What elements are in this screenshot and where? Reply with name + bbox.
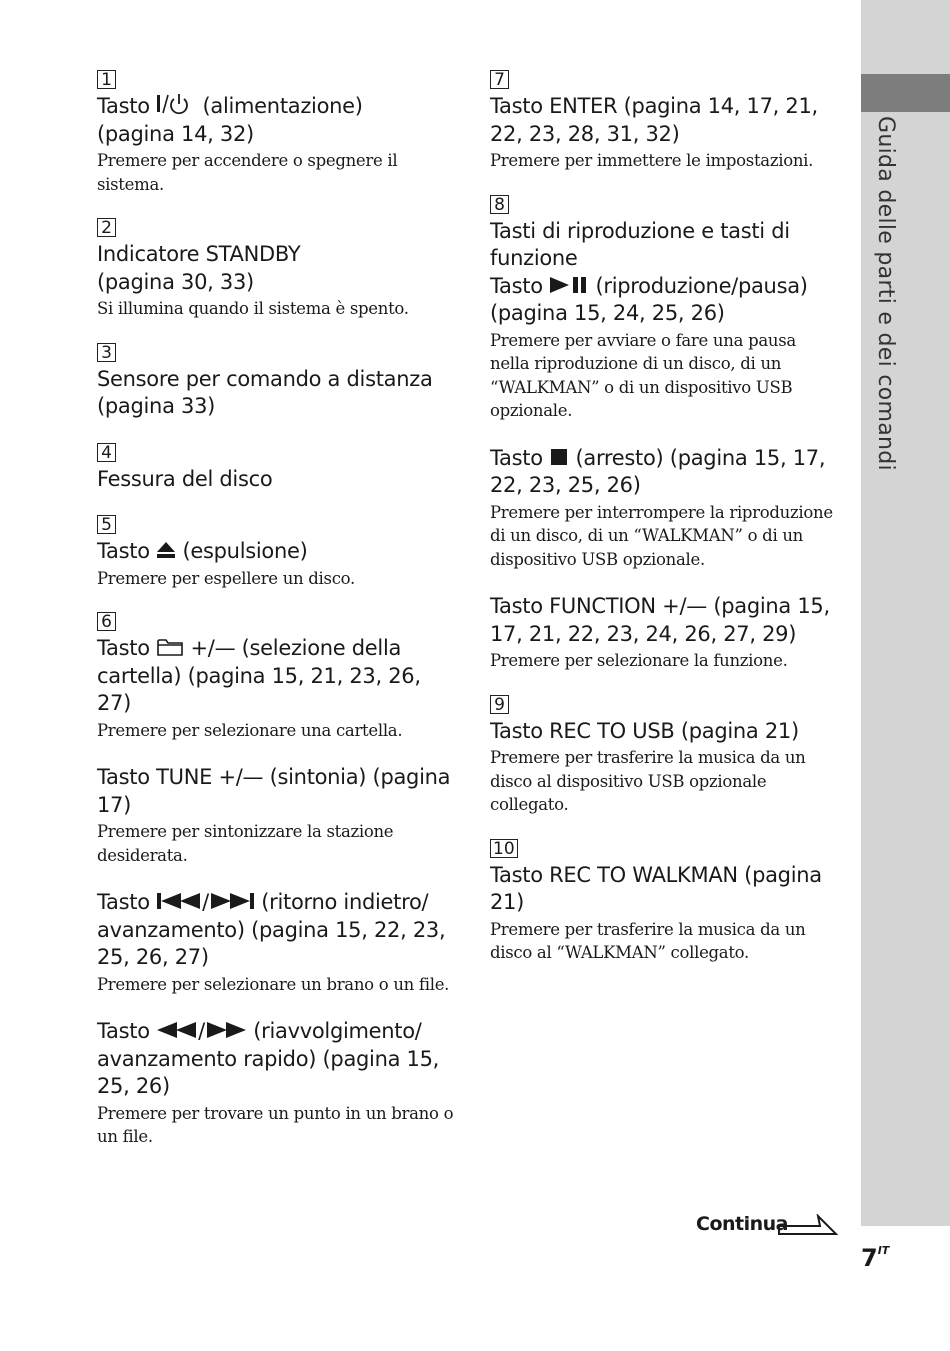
folder-icon	[156, 637, 184, 657]
page-number: $7^{IT}$	[861, 1244, 890, 1272]
play-description: Premere per avviare o fare una pausa nella riproduzione di un disco, di un “WALKMAN” o di un dispositivo USB opzionale.	[490, 330, 796, 420]
item-title: Fessura del disco	[97, 466, 273, 491]
item-number: 3	[97, 343, 116, 362]
skip-description: Premere per selezionare un brano o un file.	[97, 974, 450, 994]
item-title: Sensore per comando a distanza (pagina 33)	[97, 366, 433, 418]
item-1	[97, 70, 457, 196]
item-title: Tasto +/— (selezione della cartella) (pagina 15, 21, 23, 26, 27)	[97, 636, 421, 715]
sidebar-title: Guida delle parti e dei comandi	[873, 116, 898, 471]
stop-icon	[549, 447, 569, 467]
item-9	[490, 695, 840, 817]
tune-entry	[97, 764, 457, 867]
item-number: 5	[97, 515, 116, 534]
play-title: Tasto (riproduzione/pausa) (pagina 15, 24, 25, 26)	[490, 273, 808, 325]
item-number: 1	[97, 70, 116, 89]
item-description: Premere per trasferire la musica da un disco al “WALKMAN” collegato.	[490, 919, 806, 962]
previous-track-icon	[156, 891, 202, 911]
stop-description: Premere per interrompere la riproduzione di un disco, di un “WALKMAN” o di un dispositivo USB opzionale.	[490, 502, 833, 569]
tune-description: Premere per sintonizzare la stazione desiderata.	[97, 822, 394, 865]
continua-label: Continua	[696, 1213, 788, 1235]
ff-title: Tasto / (riavvolgimento/ avanzamento rapido) (pagina 15, 25, 26)	[97, 1019, 440, 1098]
item-title: Tasto ENTER (pagina 14, 17, 21, 22, 23, 28, 31, 32)	[490, 94, 818, 146]
item-description: Premere per immettere le impostazioni.	[490, 151, 814, 170]
item-number: 7	[490, 70, 509, 89]
item-6	[97, 612, 457, 1149]
item-number: 4	[97, 443, 116, 462]
item-title: Indicatore STANDBY (pagina 30, 33)	[97, 242, 301, 294]
fast-forward-icon	[205, 1020, 247, 1040]
item-title: Tasto REC TO USB (pagina 21)	[490, 718, 799, 743]
ff-entry	[97, 1018, 457, 1149]
item-2	[97, 218, 457, 321]
item-title: Tasto REC TO WALKMAN (pagina 21)	[490, 862, 822, 914]
item-5	[97, 515, 457, 590]
next-track-icon	[209, 891, 255, 911]
item-title: Tasto (espulsione)	[97, 539, 308, 563]
skip-entry	[97, 889, 457, 996]
eject-icon	[156, 540, 176, 560]
item-number: 10	[490, 839, 518, 858]
item-10	[490, 839, 840, 965]
item-4	[97, 443, 457, 494]
right-column	[490, 70, 840, 987]
item-description: Premere per selezionare una cartella.	[97, 720, 403, 740]
stop-entry	[490, 445, 840, 572]
skip-title: Tasto / (ritorno indietro/ avanzamento) (pagina 15, 22, 23, 25, 26, 27)	[97, 890, 446, 969]
left-column	[97, 70, 457, 1171]
function-title: Tasto FUNCTION +/— (pagina 15, 17, 21, 22, 23, 24, 26, 27, 29)	[490, 594, 830, 646]
item-description: Premere per espellere un disco.	[97, 568, 355, 588]
rewind-icon	[156, 1020, 198, 1040]
item-description: Premere per accendere o spegnere il sistema.	[97, 151, 398, 194]
item-title: Tasti di riproduzione e tasti di funzione	[490, 218, 790, 270]
item-number: 8	[490, 195, 509, 214]
item-description: Si illumina quando il sistema è spento.	[97, 299, 409, 318]
item-number: 6	[97, 612, 116, 631]
ff-description: Premere per trovare un punto in un brano o un file.	[97, 1103, 454, 1146]
sidebar-tab-marker	[861, 74, 950, 112]
function-entry	[490, 593, 840, 673]
tune-title: Tasto TUNE +/— (sintonia) (pagina 17)	[97, 765, 451, 817]
play-pause-icon	[549, 275, 589, 295]
item-number: 2	[97, 218, 116, 237]
power-icon	[156, 93, 196, 115]
item-8	[490, 195, 840, 673]
item-7	[490, 70, 840, 173]
item-number: 9	[490, 695, 509, 714]
item-title: Tasto (alimentazione) (pagina 14, 32)	[97, 94, 363, 146]
stop-title: Tasto (arresto) (pagina 15, 17, 22, 23, 25, 26)	[490, 445, 826, 497]
item-description: Premere per trasferire la musica da un disco al dispositivo USB opzionale collegato.	[490, 748, 806, 814]
function-description: Premere per selezionare la funzione.	[490, 651, 788, 670]
item-3	[97, 343, 457, 421]
continua-arrow-icon	[778, 1214, 838, 1238]
